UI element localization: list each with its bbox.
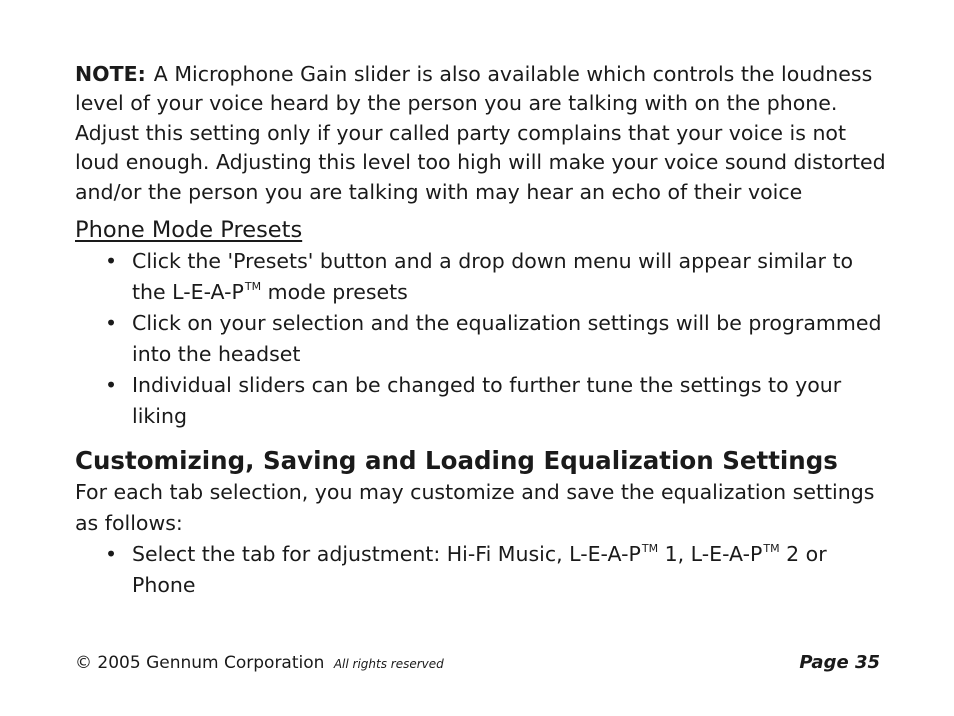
customizing-intro: For each tab selection, you may customize and save the equalization settings as follows:	[75, 480, 875, 536]
note-paragraph	[75, 60, 890, 207]
list-item-text: Click the 'Presets' button and a drop down menu will appear similar to the L-E-A-P	[132, 249, 854, 305]
trademark-superscript: TM	[641, 542, 659, 556]
customizing-heading: Customizing, Saving and Loading Equalization Settings	[75, 446, 838, 476]
list-item-text: Individual sliders can be changed to further tune the settings to your liking	[132, 373, 842, 429]
list-item-text-tail: mode presets	[261, 280, 408, 305]
note-label: NOTE:	[75, 62, 146, 86]
list-item-text: Click on your selection and the equalization settings will be programmed into the headset	[132, 311, 882, 367]
bullet-icon: •	[105, 542, 118, 567]
document-page	[75, 60, 890, 601]
page-number: Page 35	[799, 652, 880, 673]
phone-mode-presets-heading: Phone Mode Presets	[75, 217, 303, 244]
trademark-superscript: TM	[244, 280, 262, 294]
note-text: A Microphone Gain slider is also available which controls the loudness level of your voice heard by the person you are talking with on the phone. Adjust this setting only if your called party complains that your voice is not loud enough. Adjusting this level too high will make your voice sound distorted and/or the person you are talking with may hear an echo of their voice	[75, 62, 886, 204]
phone-mode-presets-list	[75, 246, 890, 432]
bullet-icon: •	[105, 373, 118, 398]
customizing-list	[75, 539, 890, 601]
list-item	[105, 246, 890, 308]
list-item	[105, 308, 890, 370]
rights-reserved-text: All rights reserved	[333, 657, 444, 671]
page-footer	[75, 651, 880, 675]
list-item-text: Select the tab for adjustment: Hi-Fi Music, L-E-A-P	[132, 542, 641, 567]
bullet-icon: •	[105, 249, 118, 274]
list-item	[105, 539, 890, 601]
copyright-text: © 2005 Gennum Corporation	[75, 653, 325, 673]
footer-copyright-block	[75, 651, 444, 676]
bullet-icon: •	[105, 311, 118, 336]
list-item	[105, 370, 890, 432]
trademark-superscript: TM	[763, 542, 780, 556]
list-item-text-tail: 2 or Phone	[132, 542, 827, 598]
list-item-text-middle: 1, L-E-A-P	[658, 542, 763, 567]
